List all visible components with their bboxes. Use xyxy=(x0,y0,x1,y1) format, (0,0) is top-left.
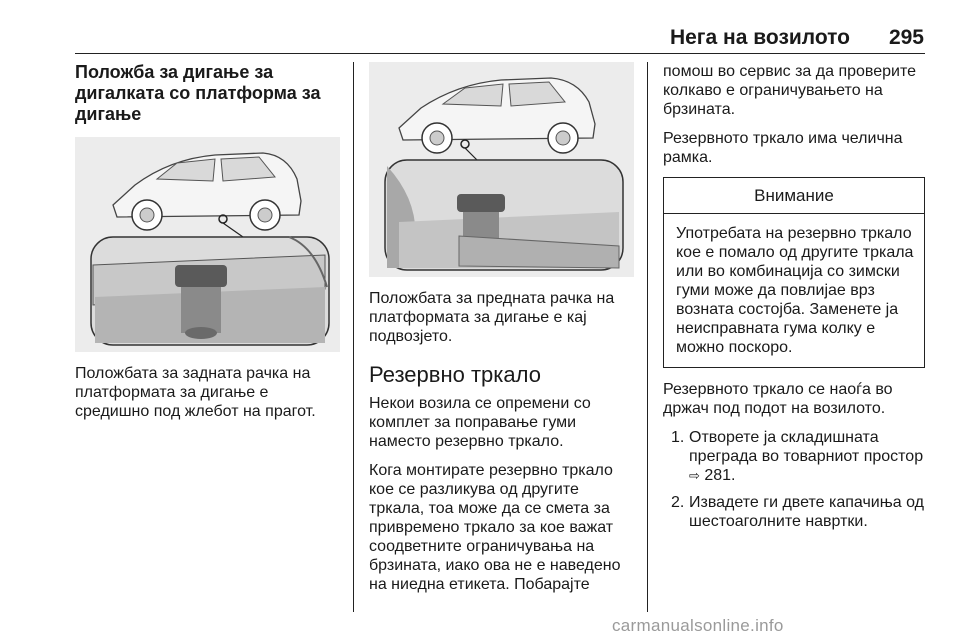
lift-arm-detail-front xyxy=(385,160,623,270)
spare-wheel-section-title: Резервно тркало xyxy=(369,362,541,387)
page-number: 295 xyxy=(888,26,924,49)
spare-wheel-temporary-paragraph: Кога монтирате резервно тркало кое се разликува од другите тркала, тоа може да се смета за привремено тркало за кое важат соодветните ограничувања на брзината, иако ова не е наведено на ниедна етикета. Побарајте xyxy=(369,462,621,593)
speed-limit-paragraph: помош во сервис за да проверите колкаво е ограничувањето на брзината. xyxy=(663,63,917,118)
middle-column xyxy=(369,62,634,604)
warning-box xyxy=(663,177,925,368)
column-divider-right xyxy=(647,62,648,612)
steel-rim-paragraph: Резервното тркало има челична рамка. xyxy=(663,130,903,166)
arrow-reference-icon: ⇨ xyxy=(689,468,700,483)
watermark: carmanualsonline.info xyxy=(612,616,784,635)
lift-position-heading: Положба за дигање за дигалката со платформа за дигање xyxy=(75,62,321,124)
step-text: Извадете ги двете капачиња од шестоаголните навртки. xyxy=(689,494,924,530)
spare-wheel-intro: Некои возила се опремени со комплет за поправање гуми наместо резервно тркало. xyxy=(369,395,591,450)
front-lift-caption: Положбата за предната рачка на платформата за дигање е кај подвозјето. xyxy=(369,290,615,345)
steps-list xyxy=(663,428,925,531)
list-item xyxy=(663,493,925,531)
page-header-title: Нега на возилото xyxy=(669,26,850,49)
rear-lift-point-illustration xyxy=(75,137,340,352)
warning-body: Употребата на резервно тркало кое е помало од другите тркала или во комбинација со зимски гуми може да повлијае врз возната состојба. Заменете ја неисправната гума колку е можно поскоро. xyxy=(676,225,914,356)
step-text: Отворете ја складишната преграда во товарниот простор xyxy=(689,429,924,465)
lift-arm-detail-rear xyxy=(91,237,329,345)
left-column xyxy=(75,62,340,431)
step-number: 1. xyxy=(671,429,685,446)
column-divider-left xyxy=(353,62,354,612)
front-lift-point-illustration xyxy=(369,62,634,277)
step-reference-page[interactable]: 281. xyxy=(704,467,736,484)
list-item xyxy=(663,428,925,485)
warning-title: Внимание xyxy=(664,178,924,214)
step-number: 2. xyxy=(671,494,685,511)
right-column xyxy=(663,62,925,539)
header-rule xyxy=(75,53,925,54)
spare-wheel-location-paragraph: Резервното тркало се наоѓа во држач под подот на возилото. xyxy=(663,381,893,417)
rear-lift-caption: Положбата за задната рачка на платформата за дигање е средишно под жлебот на прагот. xyxy=(75,365,316,420)
